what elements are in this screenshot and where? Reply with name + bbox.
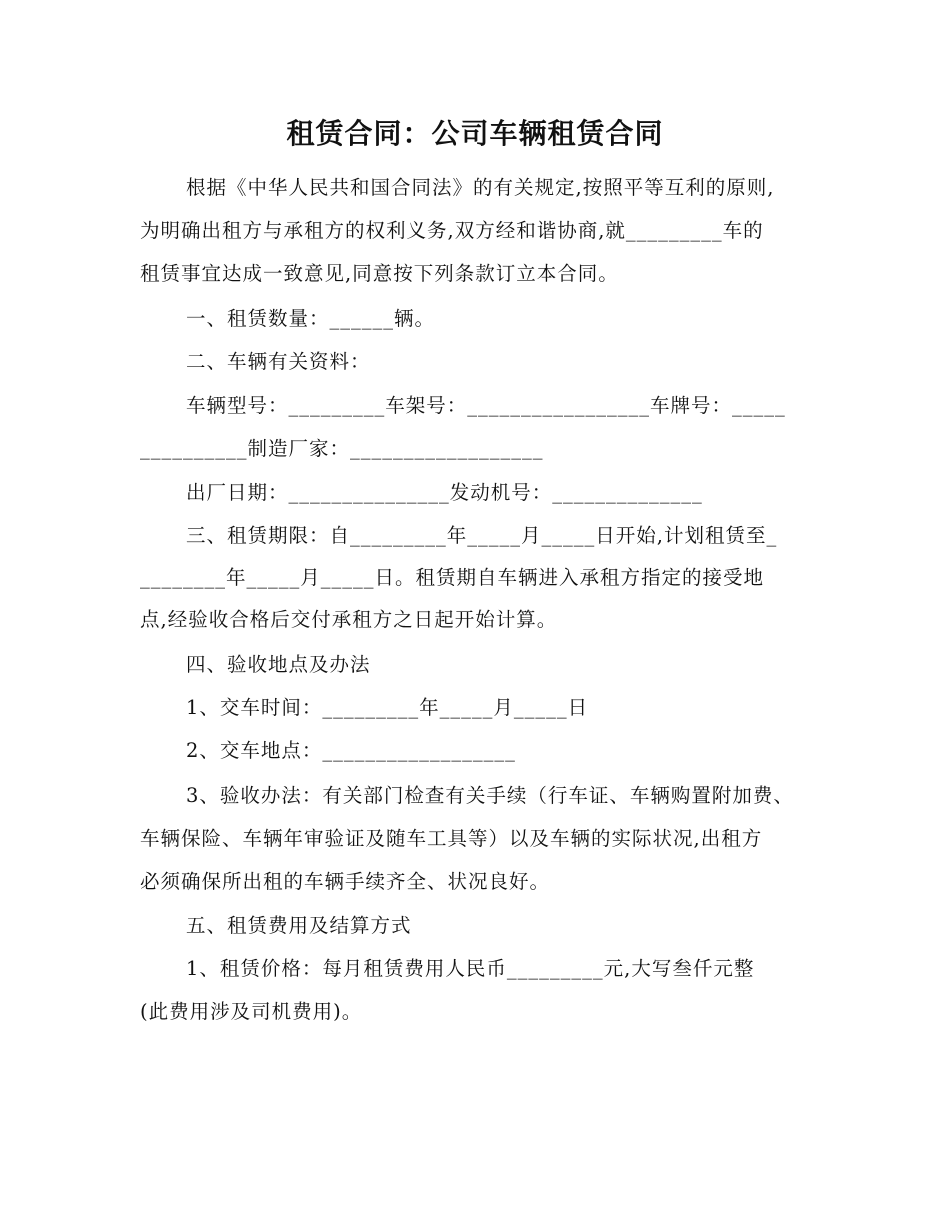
paragraph-intro-line-1: 根据《中华人民共和国合同法》的有关规定,按照平等互利的原则, <box>186 176 775 199</box>
document-title: 租赁合同：公司车辆租赁合同 <box>286 117 664 150</box>
vehicle-info-line-1: 车辆型号：_________车架号：_________________车牌号：_____ <box>186 394 786 417</box>
clause-2-heading: 二、车辆有关资料： <box>186 350 371 373</box>
clause-1-quantity: 一、租赁数量：______辆。 <box>186 307 436 330</box>
clause-3-line-2: ________年_____月_____日。租赁期自车辆进入承租方指定的接受地 <box>140 566 765 589</box>
clause-5-item-1-line-1: 1、租赁价格：每月租赁费用人民币_________元,大写叁仟元整 <box>186 957 755 980</box>
clause-4-heading: 四、验收地点及办法 <box>186 653 371 676</box>
paragraph-intro-line-3: 租赁事宜达成一致意见,同意按下列条款订立本合同。 <box>140 262 619 285</box>
clause-4-item-3-line-1: 3、验收办法：有关部门检查有关手续（行车证、车辆购置附加费、 <box>186 784 794 807</box>
vehicle-info-line-2: __________制造厂家：__________________ <box>140 437 544 460</box>
clause-4-item-3-line-2: 车辆保险、车辆年审验证及随车工具等）以及车辆的实际状况,出租方 <box>140 827 763 850</box>
vehicle-info-line-3: 出厂日期：_______________发动机号：______________ <box>186 481 703 504</box>
clause-4-item-1: 1、交车时间：_________年_____月_____日 <box>186 696 589 719</box>
clause-3-line-3: 点,经验收合格后交付承租方之日起开始计算。 <box>140 608 558 631</box>
clause-4-item-2: 2、交车地点：__________________ <box>186 739 516 762</box>
clause-3-line-1: 三、租赁期限：自_________年_____月_____日开始,计划租赁至_ <box>186 524 778 547</box>
clause-5-item-1-line-2: (此费用涉及司机费用)。 <box>140 1000 363 1023</box>
clause-5-heading: 五、租赁费用及结算方式 <box>186 914 412 937</box>
clause-4-item-3-line-3: 必须确保所出租的车辆手续齐全、状况良好。 <box>140 870 551 893</box>
paragraph-intro-line-2: 为明确出租方与承租方的权利义务,双方经和谐协商,就_________车的 <box>140 219 764 242</box>
